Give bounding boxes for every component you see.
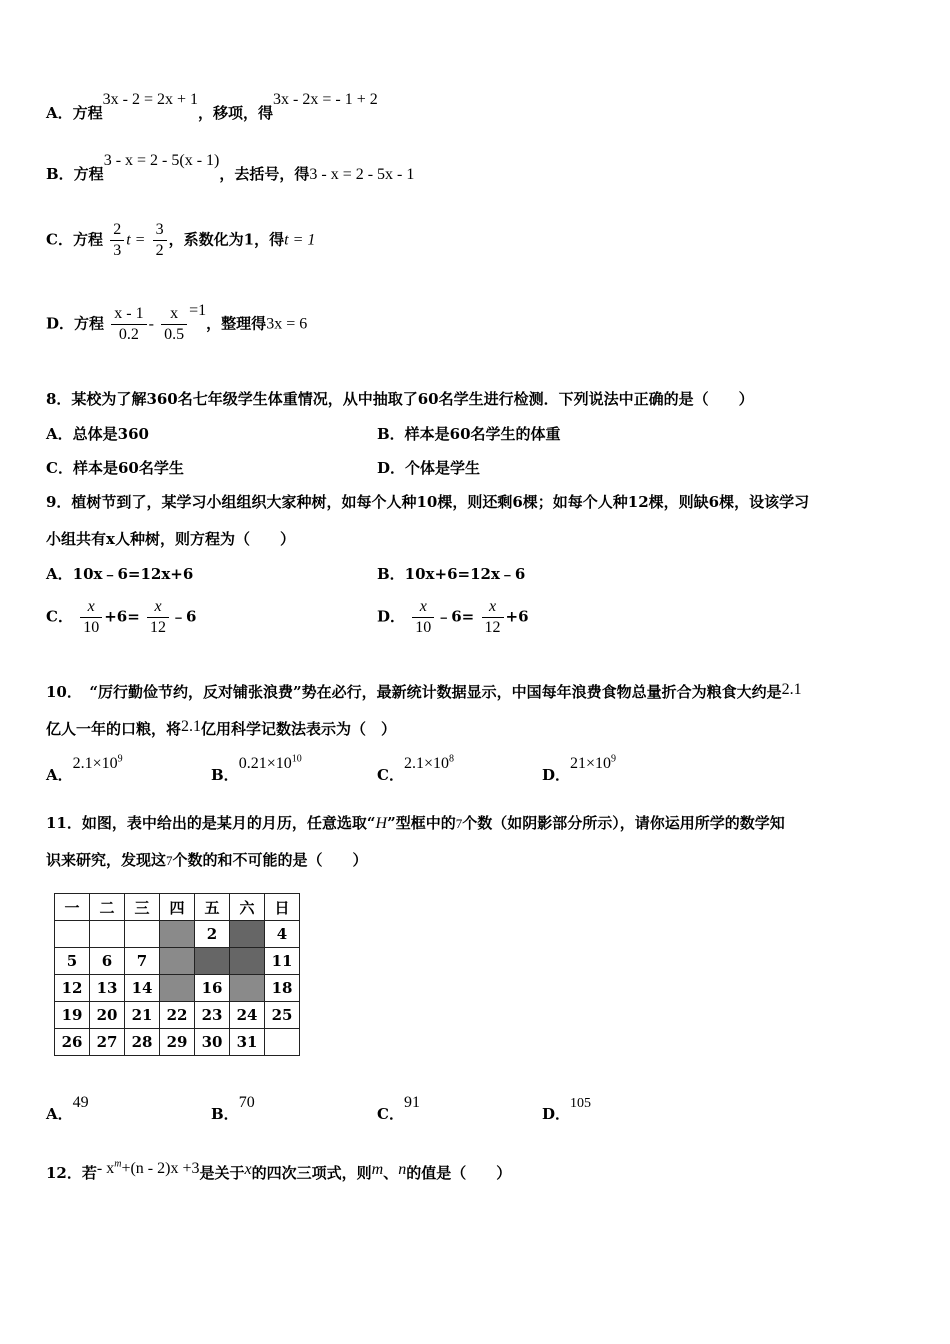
fraction: $\frac{x - 1}{0.2}$ xyxy=(111,304,146,345)
q10-option-b: B．$0.21\times 10^{10}$ xyxy=(211,753,302,784)
calendar-cell-shaded xyxy=(160,921,195,948)
calendar-cell-shaded xyxy=(230,975,265,1002)
q10-option-a: A．$2.1\times 10^9$ xyxy=(46,753,123,784)
q7-option-b: B．方程3 - x = 2 - 5(x - 1)，去括号，得3 - x = 2 - 5x - 1 xyxy=(46,152,415,183)
calendar-header-row xyxy=(55,894,300,921)
calendar-row xyxy=(55,1029,300,1056)
calendar-cell-shaded xyxy=(195,948,230,975)
q12-stem: 12．若- $x^m+(n - 2)x +3$是关于x的四次三项式，则m、n的值是（ ） xyxy=(46,1158,512,1182)
calendar-row xyxy=(55,975,300,1002)
calendar-cell: 23 xyxy=(195,1002,230,1029)
calendar-cell: 28 xyxy=(125,1029,160,1056)
calendar-cell-shaded xyxy=(160,975,195,1002)
calendar-cell xyxy=(55,921,90,948)
calendar-cell: 13 xyxy=(90,975,125,1002)
calendar-cell: 6 xyxy=(90,948,125,975)
calendar-cell: 11 xyxy=(265,948,300,975)
q11-option-c: C．91 xyxy=(377,1094,420,1123)
q11-option-a: A．49 xyxy=(46,1094,89,1123)
calendar-cell-shaded xyxy=(230,948,265,975)
fraction: $\frac{3}{2}$ xyxy=(153,220,167,261)
q9-stem-line2: 小组共有x人种树，则方程为（ ） xyxy=(46,530,295,548)
weekday-header: 六 xyxy=(230,894,265,921)
calendar-cell: 20 xyxy=(90,1002,125,1029)
weekday-header: 二 xyxy=(90,894,125,921)
q11-stem-line2: 识来研究，发现这7个数的和不可能的是（ ） xyxy=(46,851,368,869)
q11-option-b: B．70 xyxy=(211,1094,255,1123)
q9-option-c: C． $\frac{x}{10}$ +6= $\frac{x}{12}$ ﹣6 xyxy=(46,598,197,636)
calendar-cell: 16 xyxy=(195,975,230,1002)
calendar-cell: 22 xyxy=(160,1002,195,1029)
calendar-cell xyxy=(265,1029,300,1056)
q9-option-a: A．10x﹣6=12x+6 xyxy=(46,565,194,583)
q9-option-b: B．10x+6=12x﹣6 xyxy=(377,565,526,583)
calendar-cell: 4 xyxy=(265,921,300,948)
fraction: $\frac{2}{3}$ xyxy=(110,220,124,261)
calendar-cell: 14 xyxy=(125,975,160,1002)
calendar-table xyxy=(54,893,300,1056)
calendar-cell: 21 xyxy=(125,1002,160,1029)
q8-option-d: D．个体是学生 xyxy=(377,459,481,477)
weekday-header: 一 xyxy=(55,894,90,921)
q7-option-a: A．方程3x - 2 = 2x + 1，移项，得3x - 2x = - 1 + 2 xyxy=(46,91,378,122)
q11-stem-line1: 11．如图，表中给出的是某月的月历，任意选取“H”型框中的7个数（如阴影部分所示），请你运用所学的数学知 xyxy=(46,814,785,832)
calendar-cell xyxy=(90,921,125,948)
weekday-header: 四 xyxy=(160,894,195,921)
calendar-cell: 5 xyxy=(55,948,90,975)
q10-stem-line2: 亿人一年的口粮，将2.1亿用科学记数法表示为（ ） xyxy=(46,718,397,738)
weekday-header: 日 xyxy=(265,894,300,921)
calendar-cell: 19 xyxy=(55,1002,90,1029)
calendar-row xyxy=(55,921,300,948)
q8-stem: 8．某校为了解360名七年级学生体重情况，从中抽取了60名学生进行检测．下列说法中正确的是（ ） xyxy=(46,390,754,408)
q8-option-a: A．总体是360 xyxy=(46,425,149,443)
calendar-row xyxy=(55,948,300,975)
calendar-cell: 30 xyxy=(195,1029,230,1056)
calendar-cell-shaded xyxy=(230,921,265,948)
calendar-cell: 12 xyxy=(55,975,90,1002)
calendar-cell: 2 xyxy=(195,921,230,948)
calendar-cell xyxy=(125,921,160,948)
q8-option-c: C．样本是60名学生 xyxy=(46,459,184,477)
calendar-cell: 31 xyxy=(230,1029,265,1056)
q10-stem-line1: 10． “厉行勤俭节约，反对铺张浪费”势在必行，最新统计数据显示，中国每年浪费食物总量折合为粮食大约是2.1 xyxy=(46,681,802,701)
q7-option-d: D．方程 $\frac{x - 1}{0.2}$ - $\frac{x}{0.5}$ =1，整理得3x = 6 xyxy=(46,301,308,343)
calendar-cell: 7 xyxy=(125,948,160,975)
q9-option-d: D． $\frac{x}{10}$ ﹣6= $\frac{x}{12}$ +6 xyxy=(377,598,529,636)
calendar-cell: 27 xyxy=(90,1029,125,1056)
weekday-header: 五 xyxy=(195,894,230,921)
q7-option-c: C．方程 $\frac{2}{3}$ t = $\frac{3}{2}$ ，系数化为1，得t = 1 xyxy=(46,221,316,259)
calendar-cell: 25 xyxy=(265,1002,300,1029)
calendar-row xyxy=(55,1002,300,1029)
q11-option-d: D．105 xyxy=(542,1096,592,1123)
weekday-header: 三 xyxy=(125,894,160,921)
q8-option-b: B．样本是60名学生的体重 xyxy=(377,425,561,443)
q10-option-c: C．$2.1\times 10^8$ xyxy=(377,753,454,784)
calendar-cell: 18 xyxy=(265,975,300,1002)
calendar-cell: 26 xyxy=(55,1029,90,1056)
calendar-cell-shaded xyxy=(160,948,195,975)
calendar-cell: 29 xyxy=(160,1029,195,1056)
calendar-cell: 24 xyxy=(230,1002,265,1029)
fraction: $\frac{x}{0.5}$ xyxy=(161,304,187,345)
q10-option-d: D．$21\times 10^9$ xyxy=(542,753,617,784)
q9-stem-line1: 9．植树节到了，某学习小组组织大家种树，如每个人种10棵，则还剩6棵；如每个人种12棵，则缺6棵，设该学习 xyxy=(46,493,810,511)
